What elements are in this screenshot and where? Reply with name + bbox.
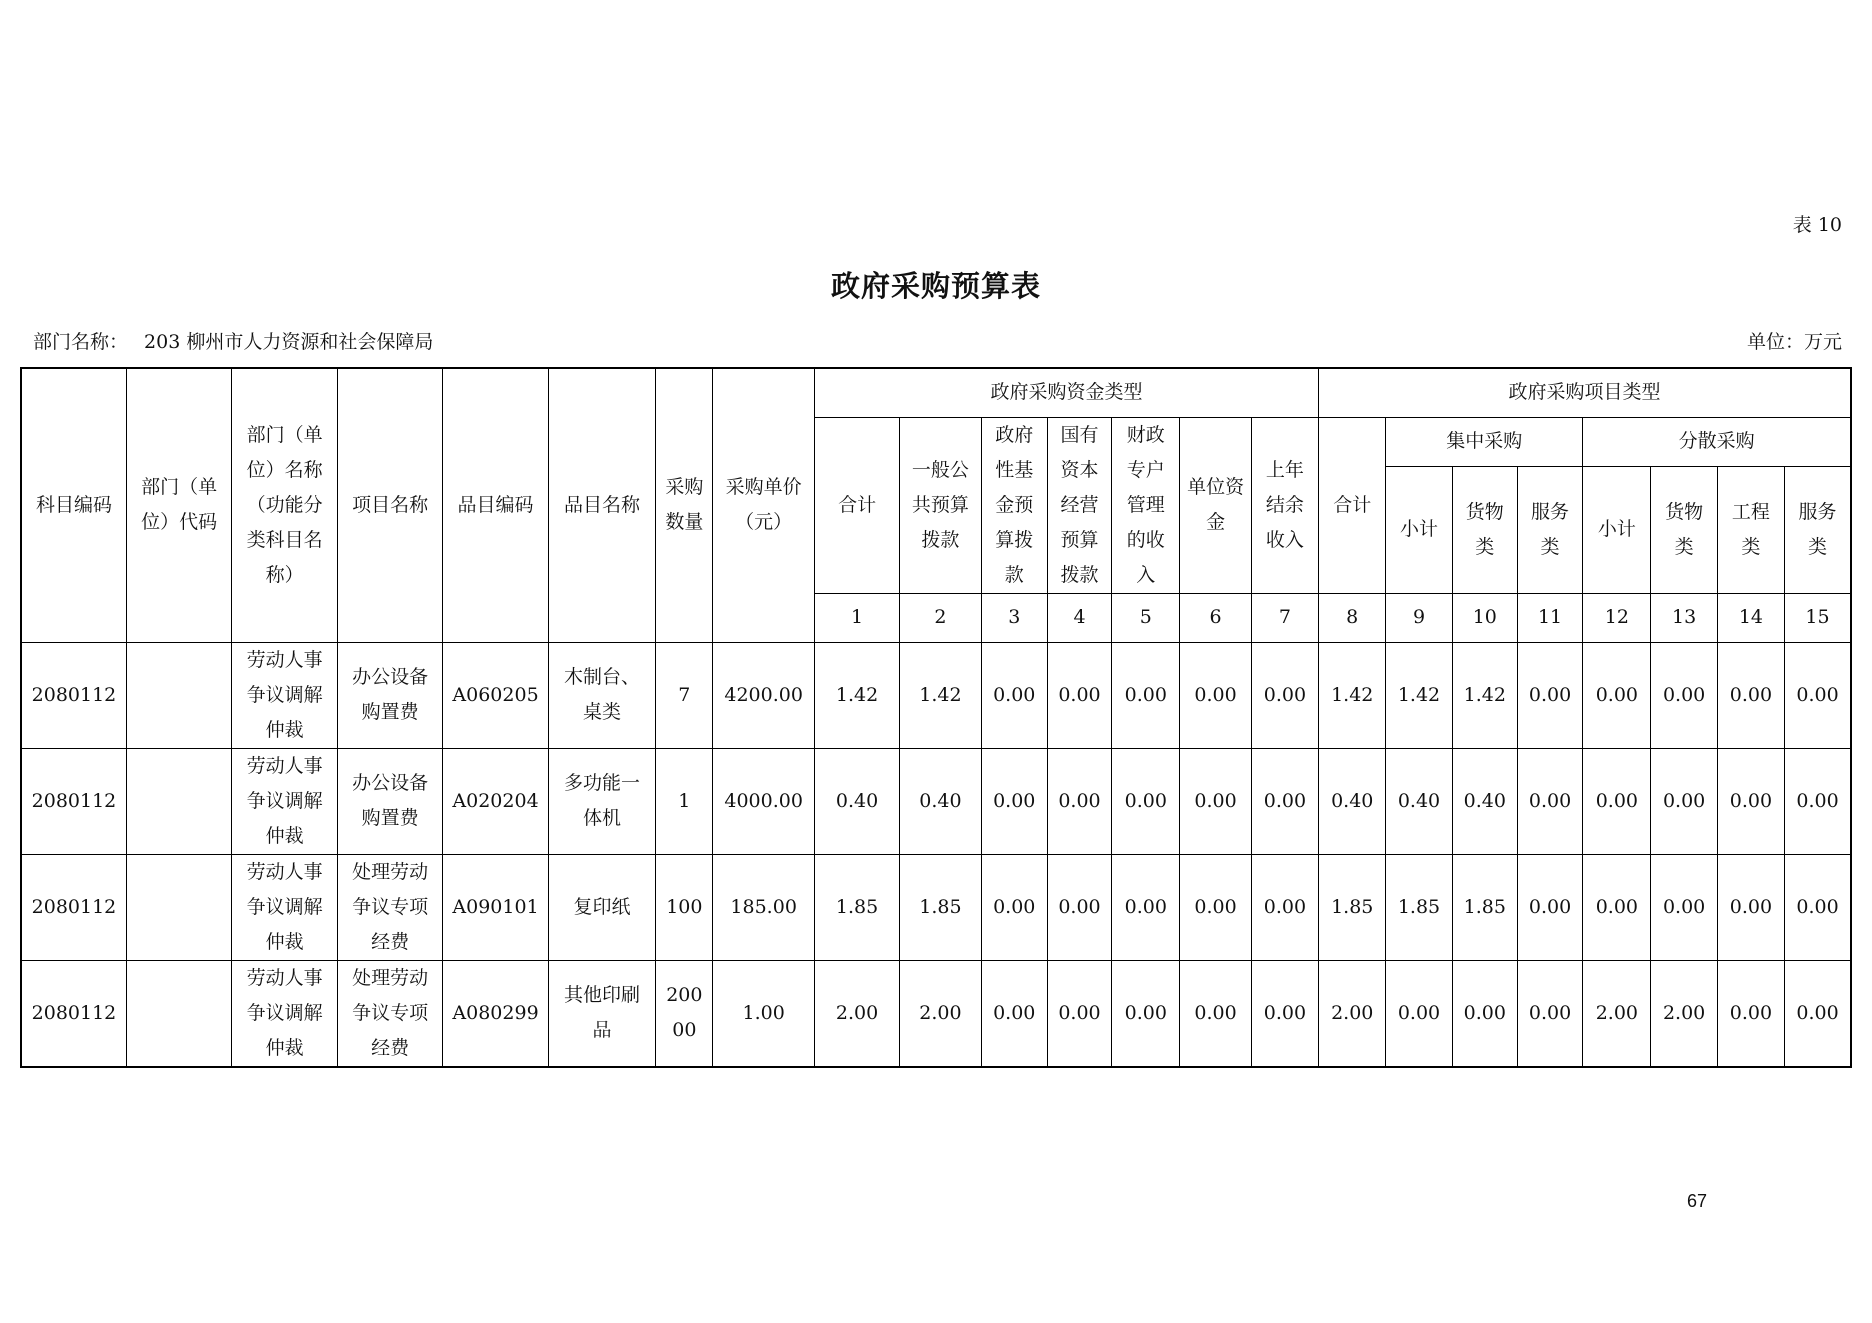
cell-dept-code [126, 748, 231, 854]
cell-dept-code [126, 854, 231, 960]
cell-unit-price: 1.00 [713, 960, 814, 1067]
cell-value: 2.00 [1651, 960, 1717, 1067]
header-state-capital: 国有资本经营预算拨款 [1047, 417, 1111, 593]
cell-item-code: A060205 [443, 642, 548, 748]
cell-value: 0.00 [1386, 960, 1452, 1067]
cell-value: 0.00 [1047, 854, 1111, 960]
cell-value: 0.00 [1047, 960, 1111, 1067]
header-fiscal-special: 财政专户管理的收入 [1112, 417, 1180, 593]
cell-item-name: 复印纸 [548, 854, 655, 960]
page-title: 政府采购预算表 [830, 269, 1041, 303]
cell-value: 0.00 [1180, 748, 1251, 854]
header-project-total: 合计 [1319, 417, 1386, 593]
page-number: 67 [1687, 1191, 1708, 1211]
column-number: 9 [1386, 593, 1452, 642]
cell-value: 2.00 [814, 960, 899, 1067]
header-decentralized-goods: 货物类 [1651, 467, 1717, 593]
cell-value: 0.00 [981, 960, 1047, 1067]
cell-value: 1.85 [1319, 854, 1386, 960]
cell-value: 0.00 [1717, 854, 1784, 960]
header-unit-price: 采购单价（元） [713, 368, 814, 642]
cell-value: 0.00 [1517, 748, 1582, 854]
column-number: 2 [900, 593, 981, 642]
cell-value: 0.00 [1112, 642, 1180, 748]
column-number: 10 [1452, 593, 1517, 642]
column-number: 8 [1319, 593, 1386, 642]
cell-unit-price: 4000.00 [713, 748, 814, 854]
cell-value: 2.00 [1319, 960, 1386, 1067]
header-centralized-service: 服务类 [1517, 467, 1582, 593]
column-number: 13 [1651, 593, 1717, 642]
cell-value: 0.00 [1112, 960, 1180, 1067]
table-row [21, 748, 1851, 854]
cell-value: 0.00 [981, 748, 1047, 854]
header-decentralized-service: 服务类 [1785, 467, 1851, 593]
cell-dept-name: 劳动人事争议调解仲裁 [232, 854, 337, 960]
header-fund-type: 政府采购资金类型 [814, 368, 1318, 417]
column-number: 1 [814, 593, 899, 642]
department-value: 203 柳州市人力资源和社会保障局 [144, 331, 434, 353]
cell-value: 0.00 [1251, 748, 1318, 854]
table-row [21, 854, 1851, 960]
header-dept-code: 部门（单位）代码 [126, 368, 231, 642]
column-number: 15 [1785, 593, 1851, 642]
cell-value: 0.00 [1047, 642, 1111, 748]
table-number: 表 10 [1792, 214, 1842, 236]
cell-value: 0.40 [814, 748, 899, 854]
cell-value: 0.00 [1180, 854, 1251, 960]
cell-value: 1.42 [900, 642, 981, 748]
cell-value: 1.85 [900, 854, 981, 960]
cell-value: 0.00 [1517, 642, 1582, 748]
cell-item-code: A080299 [443, 960, 548, 1067]
cell-item-code: A090101 [443, 854, 548, 960]
header-subject-code: 科目编码 [21, 368, 126, 642]
cell-value: 0.00 [1180, 642, 1251, 748]
header-project-name: 项目名称 [337, 368, 442, 642]
column-number: 12 [1583, 593, 1651, 642]
cell-value: 0.00 [1717, 960, 1784, 1067]
cell-value: 0.00 [1251, 854, 1318, 960]
cell-value: 0.00 [1047, 748, 1111, 854]
table-row [21, 960, 1851, 1067]
cell-quantity: 1 [656, 748, 713, 854]
cell-value: 0.00 [1785, 960, 1851, 1067]
cell-value: 0.40 [1319, 748, 1386, 854]
cell-value: 0.00 [1785, 748, 1851, 854]
cell-value: 0.00 [981, 642, 1047, 748]
cell-value: 0.00 [1452, 960, 1517, 1067]
cell-dept-code [126, 642, 231, 748]
cell-item-name: 多功能一体机 [548, 748, 655, 854]
cell-subject-code: 2080112 [21, 642, 126, 748]
header-fund-total: 合计 [814, 417, 899, 593]
header-prev-balance: 上年结余收入 [1251, 417, 1318, 593]
header-unit-fund: 单位资金 [1180, 417, 1251, 593]
cell-value: 1.85 [814, 854, 899, 960]
cell-value: 0.00 [1112, 854, 1180, 960]
cell-dept-name: 劳动人事争议调解仲裁 [232, 642, 337, 748]
header-item-name: 品目名称 [548, 368, 655, 642]
header-centralized: 集中采购 [1386, 417, 1583, 467]
cell-value: 0.00 [1785, 854, 1851, 960]
header-centralized-subtotal: 小计 [1386, 467, 1452, 593]
cell-value: 0.00 [1583, 748, 1651, 854]
cell-value: 0.00 [1785, 642, 1851, 748]
cell-value: 0.00 [1251, 960, 1318, 1067]
column-number: 11 [1517, 593, 1582, 642]
department-line [33, 327, 433, 354]
cell-dept-name: 劳动人事争议调解仲裁 [232, 748, 337, 854]
cell-project-name: 办公设备购置费 [337, 642, 442, 748]
cell-project-name: 处理劳动争议专项经费 [337, 960, 442, 1067]
cell-item-name: 其他印刷品 [548, 960, 655, 1067]
header-row-1 [21, 368, 1851, 417]
cell-value: 0.00 [1651, 642, 1717, 748]
cell-value: 0.00 [1717, 748, 1784, 854]
unit-label: 单位：万元 [1746, 331, 1842, 353]
cell-subject-code: 2080112 [21, 960, 126, 1067]
header-decentralized-engineering: 工程类 [1717, 467, 1784, 593]
cell-item-code: A020204 [443, 748, 548, 854]
header-general-budget: 一般公共预算拨款 [900, 417, 981, 593]
cell-quantity: 100 [656, 854, 713, 960]
column-number: 6 [1180, 593, 1251, 642]
cell-value: 1.85 [1386, 854, 1452, 960]
cell-value: 1.42 [1319, 642, 1386, 748]
header-item-code: 品目编码 [443, 368, 548, 642]
header-decentralized: 分散采购 [1583, 417, 1851, 467]
table-row [21, 642, 1851, 748]
header-decentralized-subtotal: 小计 [1583, 467, 1651, 593]
header-dept-name: 部门（单位）名称（功能分类科目名称） [232, 368, 337, 642]
cell-value: 2.00 [900, 960, 981, 1067]
header-quantity: 采购数量 [656, 368, 713, 642]
cell-item-name: 木制台、桌类 [548, 642, 655, 748]
procurement-budget-table [20, 367, 1852, 1068]
department-label: 部门名称： [33, 331, 129, 353]
cell-value: 0.00 [1583, 854, 1651, 960]
cell-value: 0.00 [1651, 854, 1717, 960]
cell-value: 0.00 [1180, 960, 1251, 1067]
cell-value: 1.42 [1386, 642, 1452, 748]
column-number: 14 [1717, 593, 1784, 642]
cell-value: 0.00 [1517, 854, 1582, 960]
cell-value: 1.42 [814, 642, 899, 748]
cell-value: 0.40 [1386, 748, 1452, 854]
column-number: 7 [1251, 593, 1318, 642]
cell-value: 0.00 [981, 854, 1047, 960]
column-number: 5 [1112, 593, 1180, 642]
cell-value: 1.85 [1452, 854, 1517, 960]
cell-value: 0.00 [1112, 748, 1180, 854]
cell-value: 0.00 [1717, 642, 1784, 748]
cell-quantity: 20000 [656, 960, 713, 1067]
cell-value: 0.00 [1517, 960, 1582, 1067]
cell-project-name: 办公设备购置费 [337, 748, 442, 854]
cell-value: 1.42 [1452, 642, 1517, 748]
cell-quantity: 7 [656, 642, 713, 748]
cell-dept-name: 劳动人事争议调解仲裁 [232, 960, 337, 1067]
cell-subject-code: 2080112 [21, 854, 126, 960]
cell-value: 0.00 [1583, 642, 1651, 748]
cell-value: 2.00 [1583, 960, 1651, 1067]
cell-subject-code: 2080112 [21, 748, 126, 854]
cell-unit-price: 4200.00 [713, 642, 814, 748]
cell-value: 0.00 [1251, 642, 1318, 748]
header-project-type: 政府采购项目类型 [1319, 368, 1851, 417]
cell-value: 0.40 [900, 748, 981, 854]
cell-value: 0.00 [1651, 748, 1717, 854]
cell-project-name: 处理劳动争议专项经费 [337, 854, 442, 960]
header-centralized-goods: 货物类 [1452, 467, 1517, 593]
column-number: 4 [1047, 593, 1111, 642]
header-gov-fund: 政府性基金预算拨款 [981, 417, 1047, 593]
cell-unit-price: 185.00 [713, 854, 814, 960]
column-number: 3 [981, 593, 1047, 642]
cell-dept-code [126, 960, 231, 1067]
cell-value: 0.40 [1452, 748, 1517, 854]
